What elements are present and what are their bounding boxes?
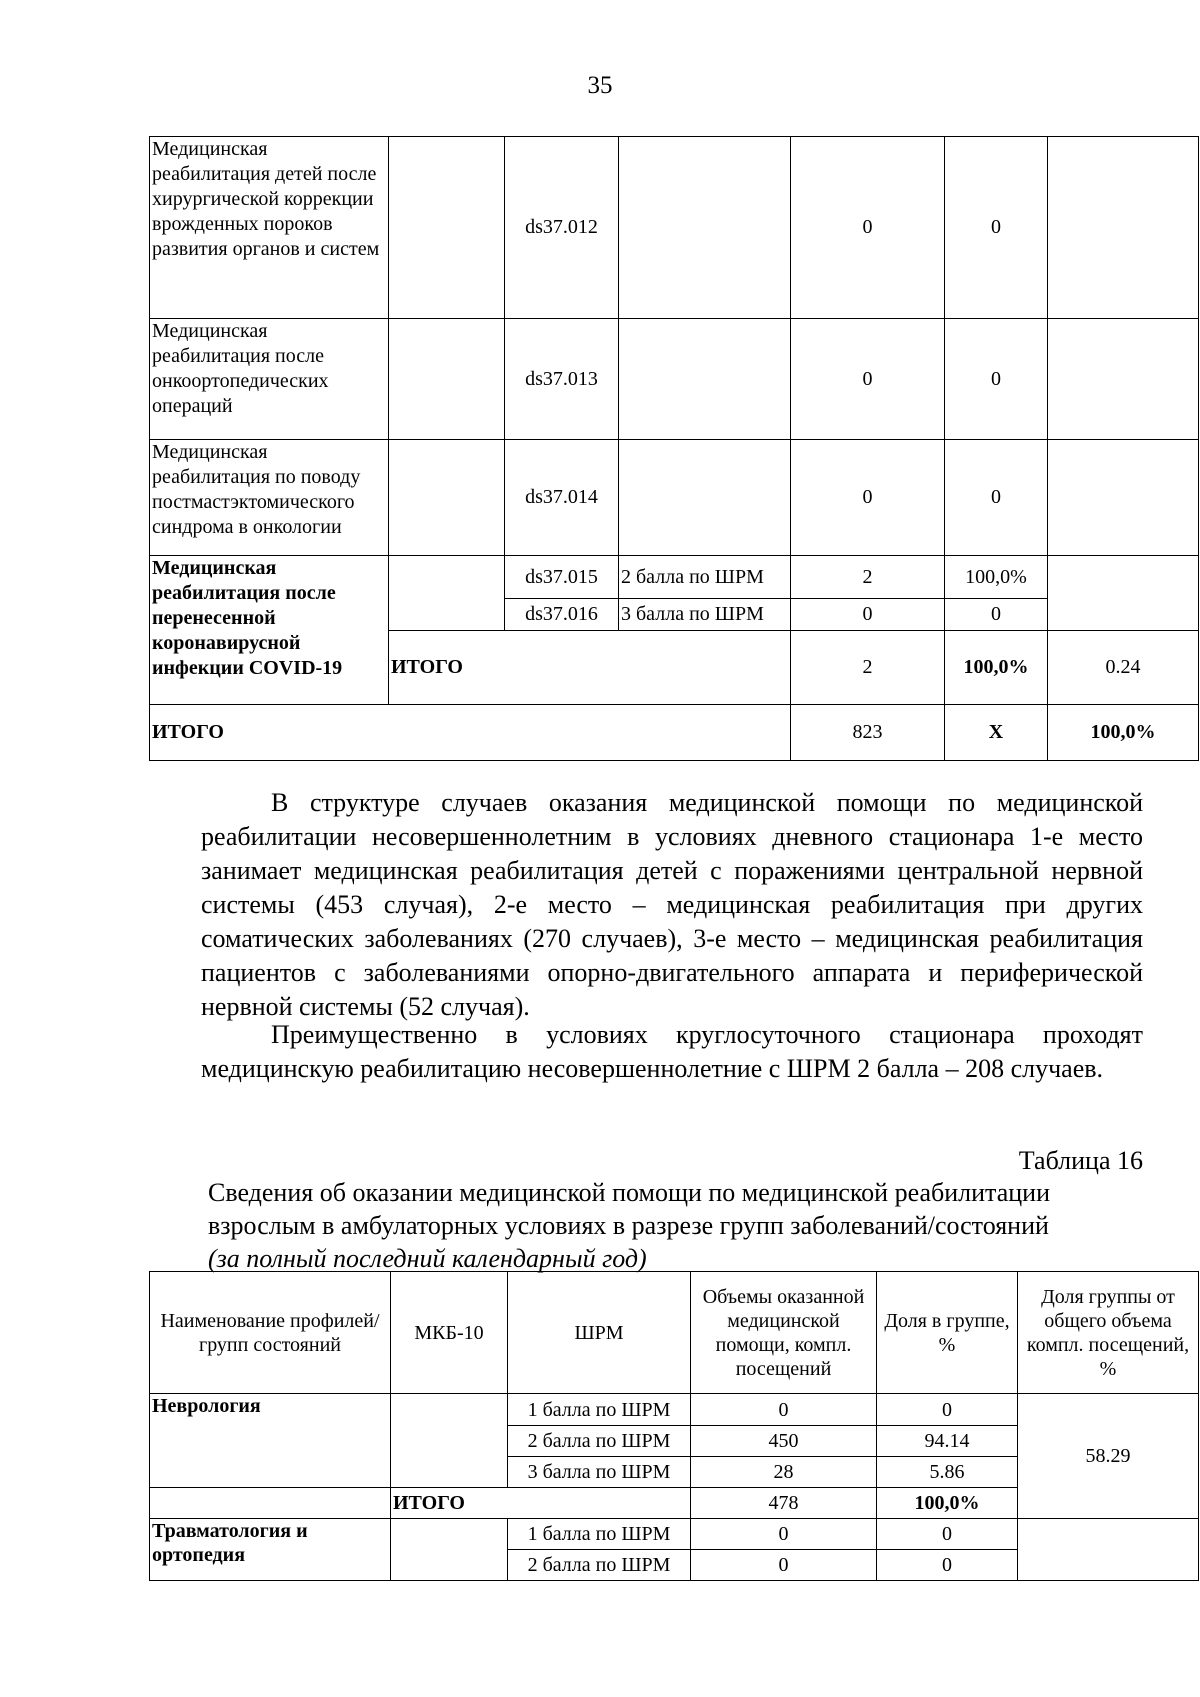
total-label: ИТОГО [391, 1488, 691, 1519]
share-cell: 100,0% [945, 556, 1048, 599]
share-cell: 0 [945, 137, 1048, 319]
table-row [150, 705, 1199, 761]
shrm-cell: 1 балла по ШРМ [508, 1519, 691, 1550]
share-cell: 100,0% [877, 1488, 1018, 1519]
covid-total-label: ИТОГО [389, 631, 791, 705]
volume-cell: 823 [791, 705, 945, 761]
share-cell: 0 [945, 319, 1048, 440]
volume-cell: 0 [691, 1519, 877, 1550]
group-name: Неврология [150, 1394, 391, 1488]
volume-cell: 0 [791, 599, 945, 631]
row-name: Медицинская реабилитация детей после хирургической коррекции врожденных пороков развития органов и систем [150, 137, 389, 319]
icd-code: ds37.012 [505, 137, 619, 319]
icd-code: ds37.015 [505, 556, 619, 599]
volume-cell: 2 [791, 631, 945, 705]
volume-cell: 0 [791, 319, 945, 440]
share-cell: 0 [945, 599, 1048, 631]
volume-cell: 2 [791, 556, 945, 599]
volume-cell: 450 [691, 1426, 877, 1457]
header-cell: Объемы оказанной медицинской помощи, компл. посещений [691, 1272, 877, 1394]
volume-cell: 0 [791, 137, 945, 319]
header-cell: ШРМ [508, 1272, 691, 1394]
grand-total-label: ИТОГО [150, 705, 791, 761]
volume-cell: 0 [691, 1394, 877, 1426]
shrm-cell: 3 балла по ШРМ [619, 599, 791, 631]
header-cell: Доля группы от общего объема компл. посещений, % [1018, 1272, 1199, 1394]
shrm-cell: 2 балла по ШРМ [508, 1550, 691, 1581]
page-number: 35 [587, 72, 613, 99]
group-share-cell: 58.29 [1018, 1394, 1199, 1519]
share-cell: 100,0% [945, 631, 1048, 705]
table-row [150, 440, 1199, 556]
shrm-cell: 2 балла по ШРМ [508, 1426, 691, 1457]
header-cell: Доля в группе, % [877, 1272, 1018, 1394]
covid-group-name: Медицинская реабилитация после перенесенной коронавирусной инфекции COVID-19 [150, 556, 389, 705]
paragraph-1: В структуре случаев оказания медицинской помощи по медицинской реабилитации несовершеннолетним в условиях дневного стационара 1-е место занимает медицинская реабилитация детей с поражениями центральной нервной системы (453 случая), 2-е место – медицинская реабилитация при других соматических заболеваниях (270 случаев), 3-е место – медицинская реабилитация пациентов с заболеваниями опорно-двигательного аппарата и периферической нервной системы (52 случая). [201, 788, 1143, 1021]
group-share-cell: 0.24 [1048, 631, 1199, 705]
table-16 [149, 1271, 1199, 1581]
volume-cell: 0 [791, 440, 945, 556]
header-cell: МКБ-10 [391, 1272, 508, 1394]
shrm-cell: 3 балла по ШРМ [508, 1457, 691, 1488]
icd-code: ds37.013 [505, 319, 619, 440]
group-name: Травматология и ортопедия [150, 1519, 391, 1581]
table-row [150, 556, 1199, 599]
group-share-cell: 100,0% [1048, 705, 1199, 761]
table-row [150, 1519, 1199, 1550]
shrm-cell: 1 балла по ШРМ [508, 1394, 691, 1426]
share-cell: 94.14 [877, 1426, 1018, 1457]
table-caption: Сведения об оказании медицинской помощи по медицинской реабилитации взрослым в амбулаторных условиях в разрезе групп заболеваний/состояний (за полный последний календарный год) [208, 1178, 1050, 1273]
paragraph-2: Преимущественно в условиях круглосуточного стационара проходят медицинскую реабилитацию несовершеннолетние с ШРМ 2 балла – 208 случаев. [201, 1020, 1143, 1083]
header-cell: Наименование профилей/групп состояний [150, 1272, 391, 1394]
volume-cell: 28 [691, 1457, 877, 1488]
table-row [150, 319, 1199, 440]
share-cell: Х [945, 705, 1048, 761]
shrm-cell: 2 балла по ШРМ [619, 556, 791, 599]
volume-cell: 0 [691, 1550, 877, 1581]
table-number-label: Таблица 16 [1018, 1146, 1143, 1175]
share-cell: 0 [945, 440, 1048, 556]
row-name: Медицинская реабилитация после онкоортопедических операций [150, 319, 389, 440]
table-row [150, 137, 1199, 319]
table-row [150, 1394, 1199, 1426]
share-cell: 0 [877, 1394, 1018, 1426]
icd-code: ds37.016 [505, 599, 619, 631]
icd-code: ds37.014 [505, 440, 619, 556]
share-cell: 0 [877, 1550, 1018, 1581]
volume-cell: 478 [691, 1488, 877, 1519]
table-header-row [150, 1272, 1199, 1394]
rehab-table-continued [149, 136, 1199, 761]
share-cell: 5.86 [877, 1457, 1018, 1488]
share-cell: 0 [877, 1519, 1018, 1550]
row-name: Медицинская реабилитация по поводу постмастэктомического синдрома в онкологии [150, 440, 389, 556]
